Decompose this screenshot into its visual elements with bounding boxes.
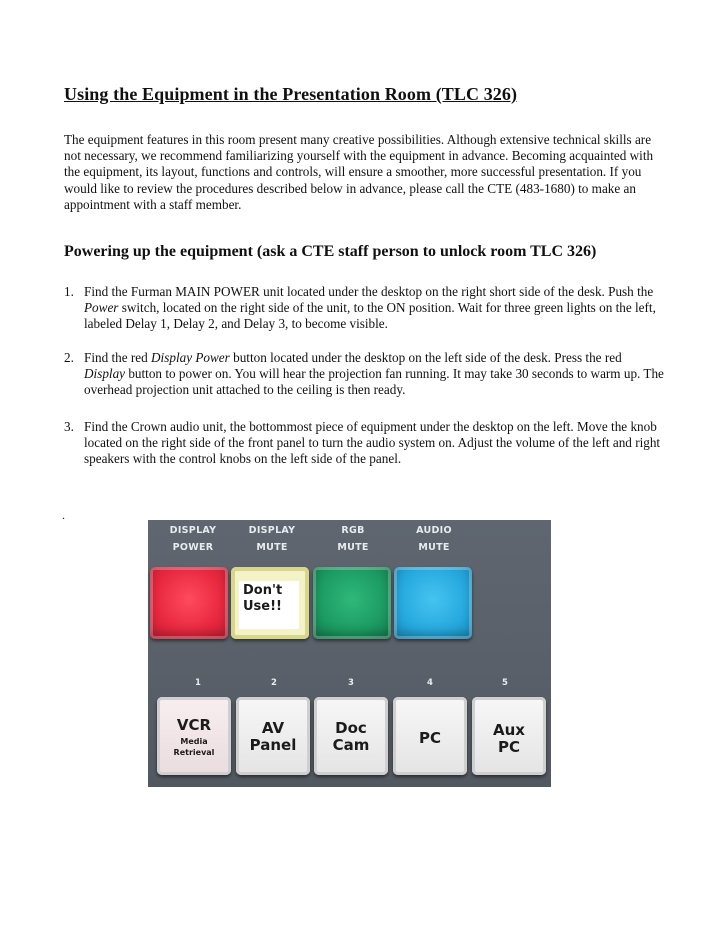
audio-mute-button[interactable] [394, 567, 472, 639]
label-display-power: DISPLAY POWER [169, 525, 217, 553]
pc-button[interactable]: PC [393, 697, 467, 775]
doc-cam-button[interactable]: Doc Cam [314, 697, 388, 775]
step-3 [64, 419, 664, 468]
source-number-3: 3 [348, 678, 354, 688]
step-2 [64, 350, 664, 399]
source-number-4: 4 [427, 678, 433, 688]
page-title: Using the Equipment in the Presentation Room (TLC 326) [64, 84, 518, 104]
label-rgb-mute: RGB MUTE [337, 525, 369, 553]
step-number: 1. [64, 284, 74, 299]
rgb-mute-button[interactable] [313, 567, 391, 639]
source-number-5: 5 [502, 678, 508, 688]
step-number: 3. [64, 419, 74, 434]
label-display-mute: DISPLAY MUTE [248, 525, 296, 553]
stray-mark: . [62, 508, 65, 522]
dont-use-sticker: Don't Use!! [239, 581, 299, 629]
source-number-1: 1 [195, 678, 201, 688]
aux-pc-button[interactable]: Aux PC [472, 697, 546, 775]
step-text: Find the Crown audio unit, the bottommost piece of equipment under the desktop on the left. Move the knob located on the right side of the front panel to turn the audio system on. Adjust the volume of the left and right speakers with the control knobs on the left side of the panel. [84, 419, 661, 467]
step-text: Find the Furman MAIN POWER unit located under the desktop on the right short side of the desk. Push the Power switch, located on the right side of the unit, to the ON position. Wait for three green lights on the left, labeled Delay 1, Delay 2, and Delay 3, to become visible. [84, 284, 656, 332]
section-heading: Powering up the equipment (ask a CTE staff person to unlock room TLC 326) [64, 243, 597, 260]
display-mute-button[interactable] [231, 567, 309, 639]
display-power-button[interactable] [150, 567, 228, 639]
step-number: 2. [64, 350, 74, 365]
vcr-button[interactable]: VCR Media Retrieval [157, 697, 231, 775]
source-number-2: 2 [271, 678, 277, 688]
step-1 [64, 284, 664, 333]
label-audio-mute: AUDIO MUTE [416, 525, 452, 553]
av-panel-button[interactable]: AV Panel [236, 697, 310, 775]
intro-paragraph: The equipment features in this room present many creative possibilities. Although extensive technical skills are not necessary, we recommend familiarizing yourself with the equipment in advance. Becoming acquainted with the equipment, its layout, functions and controls, will ensure a smoother, more successful presentation. If you would like to review the procedures described below in advance, please call the CTE (483-1680) to make an appointment with a staff member. [64, 132, 654, 212]
step-text: Find the red Display Power button located under the desktop on the left side of the desk. Press the red Display button to power on. You will hear the projection fan running. It may take 30 seconds to warm up. The overhead projection unit attached to the ceiling is then ready. [84, 350, 664, 398]
